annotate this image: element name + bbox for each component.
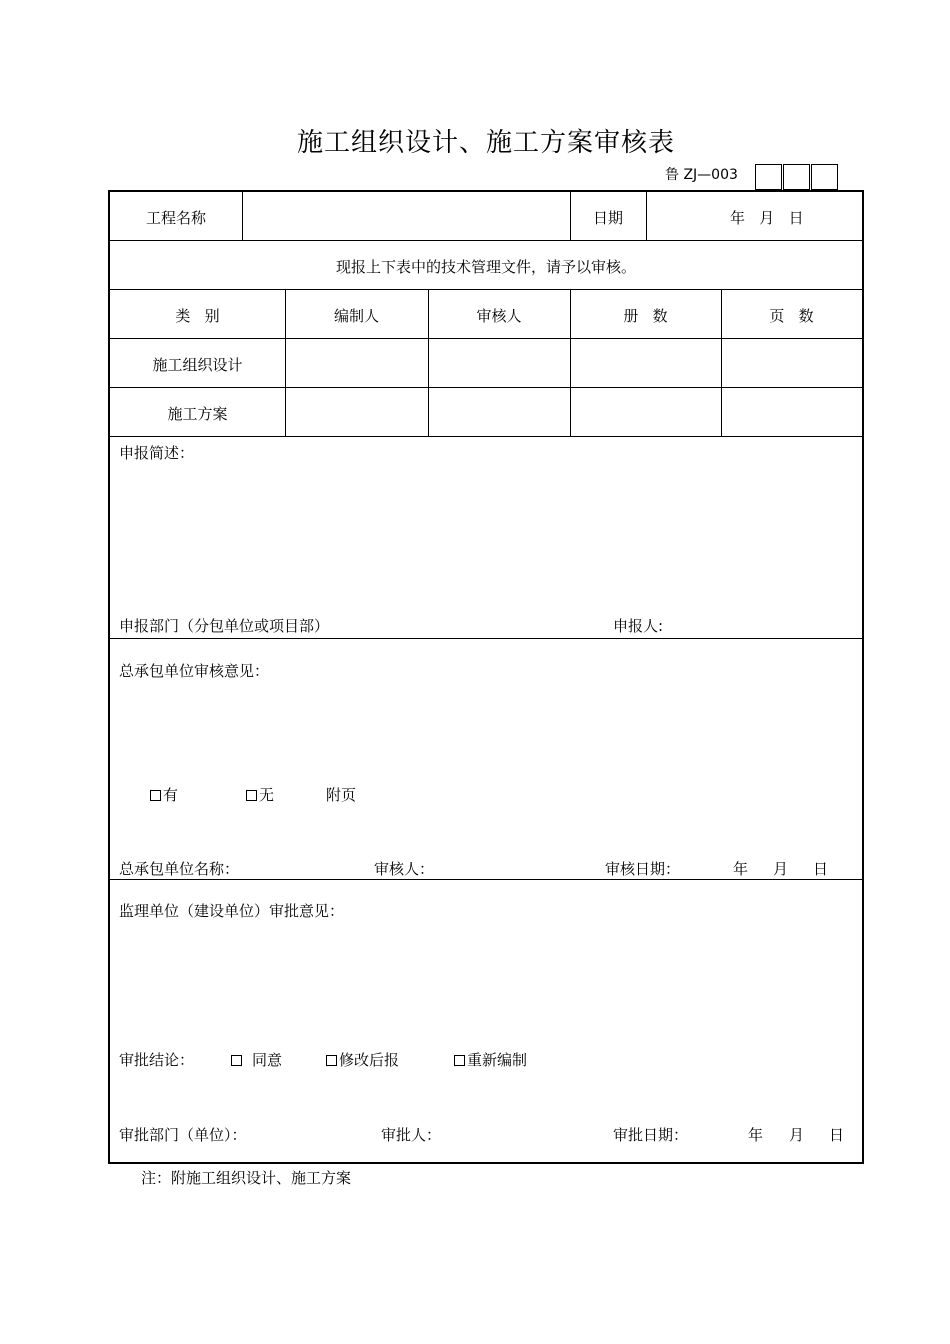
checkbox-yes[interactable] <box>150 790 161 801</box>
date-value[interactable]: 年 月 日 <box>730 209 804 227</box>
option-revise[interactable]: 修改后报 <box>326 1049 399 1070</box>
option-recompile[interactable]: 重新编制 <box>454 1049 527 1070</box>
option-yes[interactable]: 有 <box>150 784 178 805</box>
col-pages: 页 数 <box>769 307 814 325</box>
contractor-name-label: 总承包单位名称： <box>119 860 240 878</box>
approval-day: 日 <box>829 1126 845 1144</box>
option-agree[interactable]: 同意 <box>231 1049 282 1070</box>
form-table <box>108 190 864 1164</box>
report-dept-label: 申报部门（分包单位或项目部） <box>119 617 330 635</box>
col-category: 类 别 <box>175 307 220 325</box>
code-box-1[interactable] <box>755 164 782 190</box>
summary-label: 申报简述： <box>119 444 195 462</box>
form-code: 鲁 ZJ—003 <box>665 167 738 183</box>
review-date-label: 审核日期： <box>605 860 681 878</box>
approval-year: 年 <box>748 1126 764 1144</box>
project-name-label: 工程名称 <box>145 209 206 227</box>
review-day: 日 <box>813 860 829 878</box>
contractor-reviewer-label: 审核人： <box>374 860 435 878</box>
review-year: 年 <box>733 860 749 878</box>
checkbox-no[interactable] <box>246 790 257 801</box>
checkbox-revise[interactable] <box>326 1055 337 1066</box>
checkbox-recompile[interactable] <box>454 1055 465 1066</box>
approval-dept-label: 审批部门（单位）： <box>119 1126 247 1144</box>
project-name-field[interactable] <box>243 194 569 238</box>
attachment-label: 附页 <box>326 786 357 804</box>
footnote: 注：附施工组织设计、施工方案 <box>141 1169 352 1187</box>
col-compiler: 编制人 <box>333 307 379 325</box>
code-box-2[interactable] <box>783 164 810 190</box>
approver-label: 审批人： <box>381 1126 442 1144</box>
code-box-3[interactable] <box>811 164 838 190</box>
option-no[interactable]: 无 <box>246 784 274 805</box>
conclusion-label: 审批结论： <box>119 1051 195 1069</box>
approval-month: 月 <box>789 1126 805 1144</box>
col-reviewer: 审核人 <box>476 307 522 325</box>
page-title: 施工组织设计、施工方案审核表 <box>296 128 675 158</box>
notice-text: 现报上下表中的技术管理文件，请予以审核。 <box>335 258 636 276</box>
row-label-construction-plan: 施工方案 <box>167 405 228 423</box>
date-label: 日期 <box>592 209 623 227</box>
review-month: 月 <box>773 860 789 878</box>
checkbox-agree[interactable] <box>231 1055 242 1066</box>
col-volumes: 册 数 <box>623 307 668 325</box>
report-person-label: 申报人: <box>613 617 664 635</box>
row-label-construction-design: 施工组织设计 <box>152 356 243 374</box>
contractor-opinion-label: 总承包单位审核意见： <box>119 662 270 680</box>
supervisor-opinion-label: 监理单位（建设单位）审批意见： <box>119 902 345 920</box>
approval-date-label: 审批日期： <box>613 1126 689 1144</box>
